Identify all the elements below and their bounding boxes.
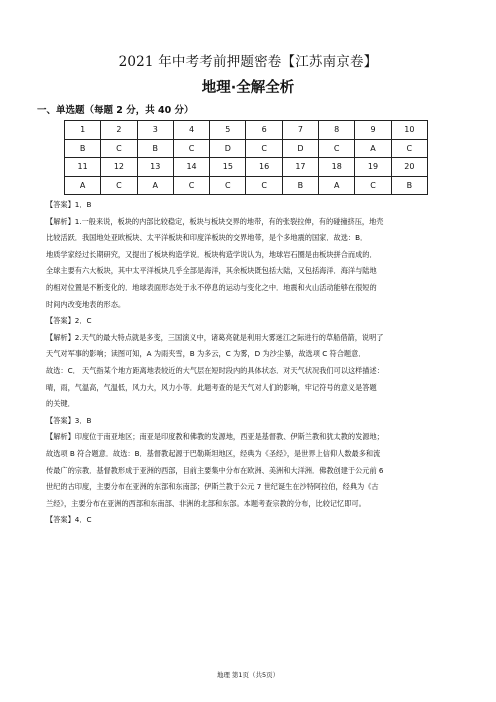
- question-number-cell: 11: [65, 158, 101, 177]
- answer-table: [64, 120, 428, 195]
- question-number-cell: 6: [246, 121, 282, 140]
- question-number-cell: 1: [65, 121, 101, 140]
- explanation-line: 的关键．: [46, 399, 75, 409]
- answer-cell: C: [173, 176, 209, 195]
- answer-cell: D: [210, 139, 246, 158]
- question-number-cell: 8: [319, 121, 355, 140]
- question-number-row: [65, 158, 428, 177]
- question-number-cell: 16: [246, 158, 282, 177]
- answer-label-line: 【答案】1．B: [46, 200, 92, 209]
- explanation-line: 【解析】2.天气的最大特点就是多变，三国演义中，诸葛亮就是利用大雾迷江之际进行的草船借箭，说明了: [46, 332, 384, 342]
- answer-cell: A: [319, 176, 355, 195]
- answer-row: [65, 139, 428, 158]
- answer-cell: C: [101, 139, 137, 158]
- question-number-cell: 10: [391, 121, 427, 140]
- answer-cell: C: [246, 139, 282, 158]
- explanation-line: 地质学家经过长期研究，又提出了板块构造学说．板块构造学说认为，地球岩石圈是由板块拼合而成的．: [46, 249, 377, 259]
- explanation-line: 【解析】1.一般来说，板块的内部比较稳定，板块与板块交界的地带，有的张裂拉伸，有的碰撞挤压，地壳: [46, 216, 384, 226]
- explanation-line: 全球主要有六大板块，其中太平洋板块几乎全部是海洋，其余板块既包括大陆，又包括海洋．海洋与陆地: [46, 266, 377, 276]
- explanation-line: 传最广的宗教．基督教形成于亚洲的西部，目前主要集中分布在欧洲、美洲和大洋洲．佛教创建于公元前 6: [46, 465, 384, 475]
- answer-cell: C: [355, 176, 391, 195]
- answer-row: [65, 176, 428, 195]
- answer-cell: B: [391, 176, 427, 195]
- explanation-line: 晴，雨，气温高，气温低，风力大，风力小等．此题考查的是天气对人们的影响，牢记符号的意义是答题: [46, 382, 377, 392]
- answer-cell: C: [210, 176, 246, 195]
- answer-label-line: 【答案】3．B: [46, 415, 92, 425]
- question-number-cell: 20: [391, 158, 427, 177]
- answer-cell: B: [65, 139, 101, 158]
- question-number-cell: 15: [210, 158, 246, 177]
- question-number-cell: 13: [137, 158, 173, 177]
- answer-cell: C: [391, 139, 427, 158]
- answer-cell: C: [101, 176, 137, 195]
- explanation-line: 【解析】印度位于南亚地区；南亚是印度教和佛教的发源地，西亚是基督教、伊斯兰教和犹太教的发源地；: [46, 432, 384, 442]
- question-number-cell: 12: [101, 158, 137, 177]
- answer-label-line: 【答案】2．C: [46, 316, 92, 326]
- answer-cell: A: [137, 176, 173, 195]
- question-number-cell: 3: [137, 121, 173, 140]
- answer-cell: B: [282, 176, 318, 195]
- answer-cell: B: [137, 139, 173, 158]
- answer-label-line: 【答案】4．C: [46, 515, 92, 525]
- explanation-line: 的相对位置是不断变化的．地球表面形态处于永不停息的运动与变化之中．地震和火山活动能够在很短的: [46, 282, 377, 292]
- question-number-cell: 18: [319, 158, 355, 177]
- answer-table-body: [65, 121, 428, 195]
- explanation-line: 比较活跃．我国地处亚欧板块、太平洋板块和印度洋板块的交界地带，是个多地震的国家．故选：B．: [46, 233, 368, 243]
- explanation-line: 兰经》，主要分布在亚洲的西部和东南部、非洲的北部和东部。本题考查宗教的分布，比较记忆即可。: [46, 498, 366, 508]
- answer-cell: D: [282, 139, 318, 158]
- question-number-row: [65, 121, 428, 140]
- answer-cell: A: [355, 139, 391, 158]
- question-number-cell: 9: [355, 121, 391, 140]
- question-number-cell: 14: [173, 158, 209, 177]
- answer-cell: C: [319, 139, 355, 158]
- question-number-cell: 7: [282, 121, 318, 140]
- explanation-line: 故选项 B 符合题意．故选：B．基督教起源于巴勒斯坦地区，经典为《圣经》，是世界上信仰人数最多和流: [46, 448, 381, 458]
- answer-cell: C: [173, 139, 209, 158]
- section-heading: 一、单选题（每题 2 分，共 40 分）: [37, 105, 194, 116]
- question-number-cell: 5: [210, 121, 246, 140]
- explanation-line: 世纪的古印度，主要分布在亚洲的东部和东南部；伊斯兰教于公元 7 世纪诞生在沙特阿拉伯，经典为《古: [46, 482, 379, 492]
- page-title: 2021 年中考考前押题密卷【江苏南京卷】: [118, 54, 378, 70]
- page-subtitle: 地理·全解全析: [201, 80, 295, 96]
- answer-cell: C: [246, 176, 282, 195]
- explanation-line: 天气对军事的影响；读图可知，A 为雨夹雪，B 为多云，C 为雾，D 为沙尘暴，故选项 C 符合题意．: [46, 349, 366, 359]
- question-number-cell: 2: [101, 121, 137, 140]
- explanation-text: [46, 197, 446, 529]
- explanation-line: 时间内改变地表的形态。: [46, 299, 126, 309]
- page-footer: 地理 第1页（共5页）: [216, 671, 280, 679]
- question-number-cell: 19: [355, 158, 391, 177]
- answer-cell: A: [65, 176, 101, 195]
- explanation-line: 故选：C． 天气指某个地方距离地表较近的大气层在短时段内的具体状态．对天气状况我们可以这样描述：: [46, 365, 384, 375]
- question-number-cell: 4: [173, 121, 209, 140]
- question-number-cell: 17: [282, 158, 318, 177]
